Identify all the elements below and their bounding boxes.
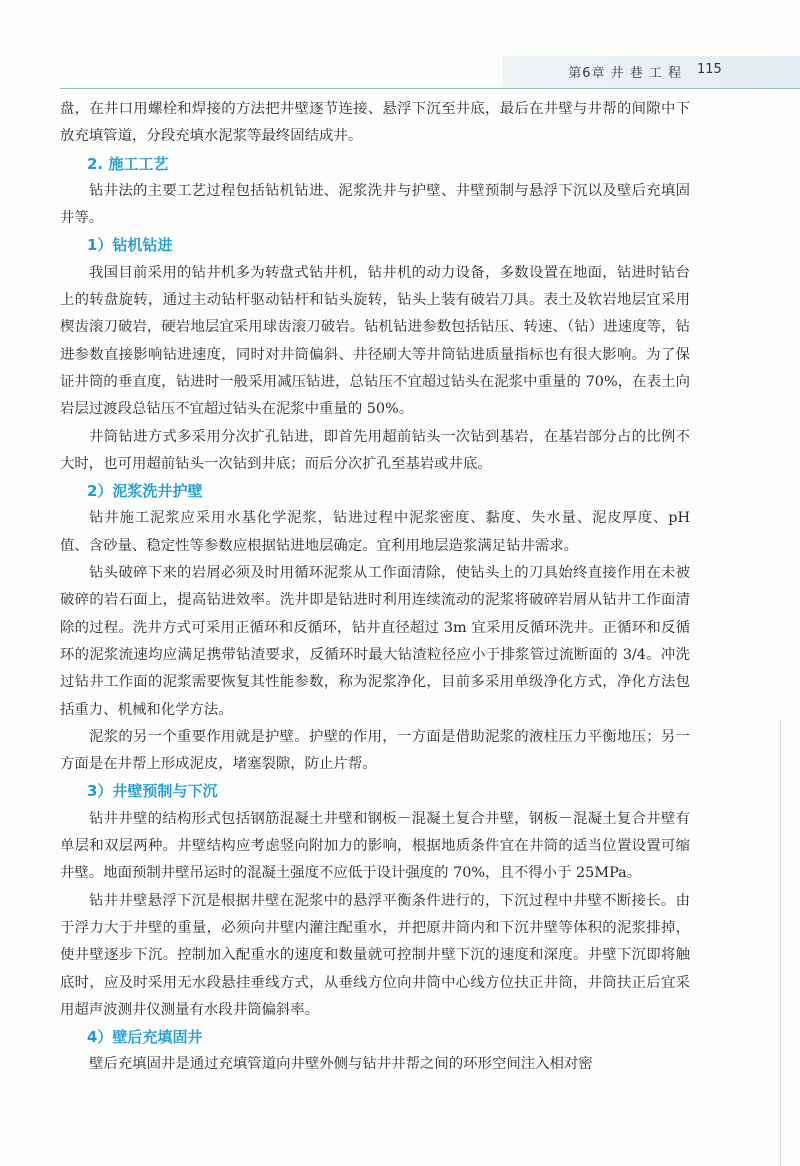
body-paragraph: 泥浆的另一个重要作用就是护壁。护壁的作用，一方面是借助泥浆的液柱压力平衡地压；另一方面是在井帮上形成泥皮，堵塞裂隙，防止片帮。: [60, 728, 690, 773]
body-paragraph: 我国目前采用的钻井机多为转盘式钻井机，钻井机的动力设备，多数设置在地面，钻进时钻台上的转盘旋转，通过主动钻杆驱动钻杆和钻头旋转，钻头上装有破岩刀具。表土及软岩地层宜采用楔齿滚刀破岩，硬岩地层宜采用球齿滚刀破岩。钻机钻进参数包括钻压、转速、（钻）进速度等，钻进参数直接影响钻进速度，同时对井筒偏斜、井径刷大等井筒钻进质量指标也有很大影响。为了保证井筒的垂直度，钻进时一般采用减压钻进，总钻压不宜超过钻头在泥浆中重量的 70%，在表土向岩层过渡段总钻压不宜超过钻头在泥浆中重量的 50%。: [60, 264, 690, 418]
section-heading: 2）泥浆洗井护壁: [87, 482, 203, 501]
body-paragraph: 钻井井壁悬浮下沉是根据井壁在泥浆中的悬浮平衡条件进行的，下沉过程中井壁不断接长。由于浮力大于井壁的重量，必须向井壁内灌注配重水，并把原井筒内和下沉井壁等体积的泥浆排掉，使井壁逐步下沉。控制加入配重水的速度和数量就可控制井壁下沉的速度和深度。井壁下沉即将触底时，应及时采用无水段悬挂垂线方式，从垂线方位向井筒中心线方位扶正井筒，井筒扶正后宜采用超声波测井仪测量有水段井筒偏斜率。: [60, 892, 690, 1018]
section-heading: 3）井壁预制与下沉: [87, 782, 218, 801]
section-heading: 1）钻机钻进: [87, 236, 173, 255]
page-number: 115: [697, 62, 722, 77]
body-paragraph: 井筒钻进方式多采用分次扩孔钻进，即首先用超前钻头一次钻到基岩，在基岩部分占的比例不大时，也可用超前钻头一次钻到井底；而后分次扩孔至基岩或井底。: [60, 428, 690, 472]
page-body: [60, 96, 690, 1079]
body-paragraph: 壁后充填固井是通过充填管道向井壁外侧与钻井井帮之间的环形空间注入相对密: [89, 1056, 593, 1073]
section-heading: 4）壁后充填固井: [87, 1028, 203, 1047]
body-paragraph: 钻井井壁的结构形式包括钢筋混凝土井壁和钢板－混凝土复合井壁，钢板－混凝土复合井壁有单层和双层两种。井壁结构应考虑竖向附加力的影响，根据地质条件宜在井筒的适当位置设置可缩井壁。地面预制井壁吊运时的混凝土强度不应低于设计强度的 70%，且不得小于 25MPa。: [60, 810, 690, 882]
page-edge-line: [780, 720, 781, 1166]
chapter-title: 第6章 井 巷 工 程: [568, 66, 682, 81]
body-paragraph: 钻井法的主要工艺过程包括钻机钻进、泥浆洗井与护壁、井壁预制与悬浮下沉以及壁后充填固井等。: [60, 182, 690, 227]
body-paragraph: 钻井施工泥浆应采用水基化学泥浆，钻进过程中泥浆密度、黏度、失水量、泥皮厚度、pH 值、含砂量、稳定性等参数应根据钻进地层确定。宜利用地层造浆满足钻井需求。: [60, 510, 690, 554]
header-divider: [60, 88, 800, 89]
body-paragraph: 钻头破碎下来的岩屑必须及时用循环泥浆从工作面清除，使钻头上的刀具始终直接作用在未被破碎的岩石面上，提高钻进效率。洗井即是钻进时利用连续流动的泥浆将破碎岩屑从钻井工作面清除的过程。洗井方式可采用正循环和反循环，钻井直径超过 3m 宜采用反循环洗井。正循环和反循环的泥浆流速均应满足携带钻渣要求，反循环时最大钻渣粒径应小于排浆管过流断面的 3/4。冲洗过钻井工作面的泥浆需要恢复其性能参数，称为泥浆净化，目前多采用单级净化方式，净化方法包括重力、机械和化学方法。: [60, 565, 690, 718]
body-paragraph: 盘，在井口用螺栓和焊接的方法把井壁逐节连接、悬浮下沉至井底，最后在井壁与井帮的间隙中下放充填管道，分段充填水泥浆等最终固结成井。: [60, 101, 690, 145]
section-heading: 2. 施工工艺: [87, 154, 169, 173]
